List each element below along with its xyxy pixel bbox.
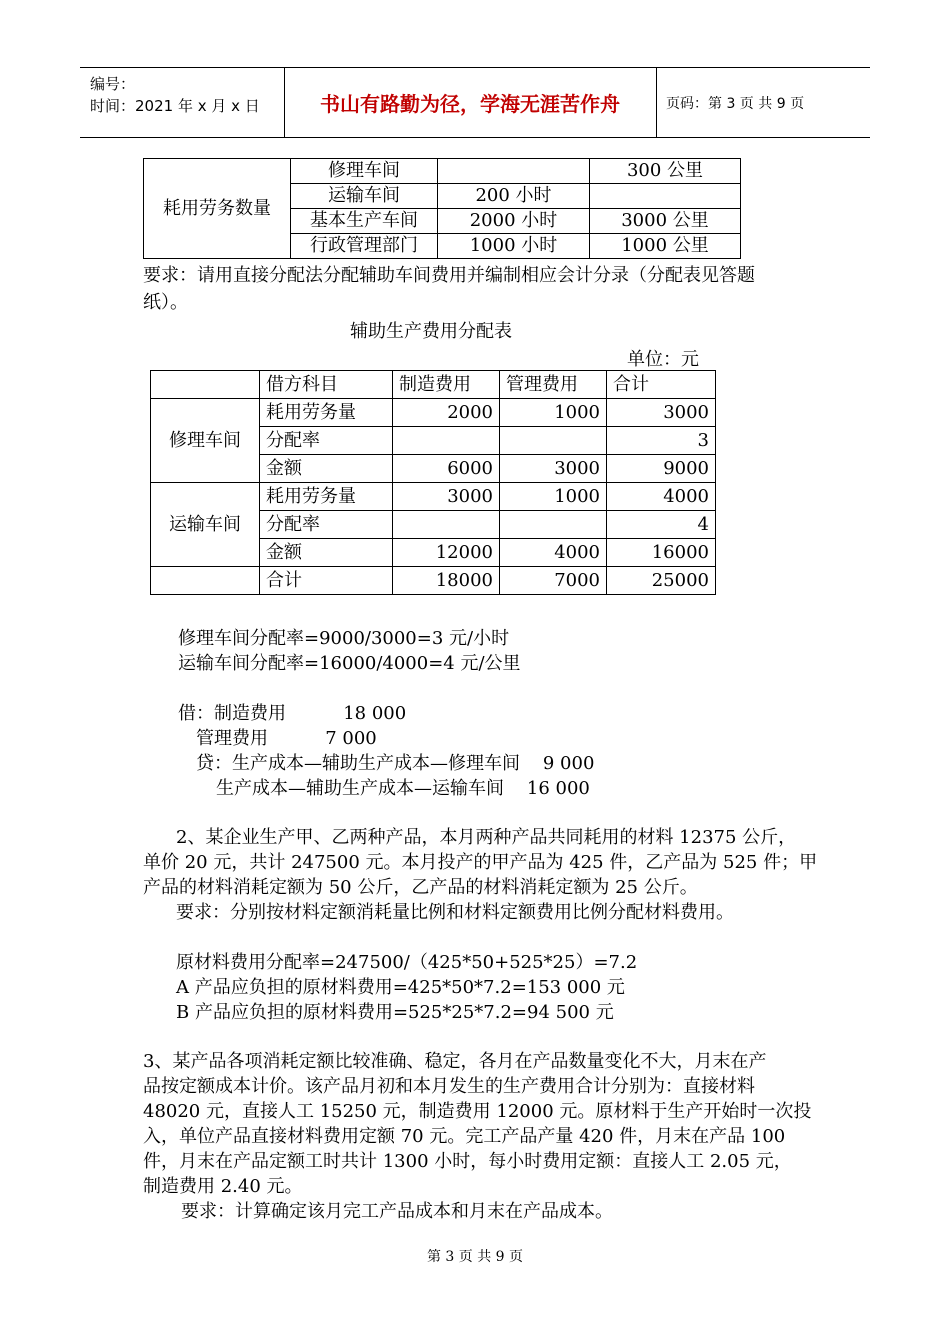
q3-line3: 48020 元，直接人工 15250 元，制造费用 12000 元。原材料于生产开始时一次投 bbox=[143, 1101, 812, 1122]
hours-cell: 1000 小时 bbox=[438, 234, 590, 259]
header-motto: 书山有路勤为径，学海无涯苦作舟 bbox=[320, 92, 620, 116]
page-header bbox=[80, 67, 870, 138]
transport-group-label: 运输车间 bbox=[151, 483, 260, 567]
value-cell: 3000 bbox=[393, 483, 500, 511]
dept-cell: 修理车间 bbox=[291, 159, 438, 184]
item-cell: 合计 bbox=[260, 567, 393, 595]
transport-rate: 运输车间分配率=16000/4000=4 元/公里 bbox=[178, 653, 521, 674]
km-cell: 300 公里 bbox=[590, 159, 741, 184]
value-cell: 1000 bbox=[500, 399, 607, 427]
entry-debit-1: 借：制造费用 18 000 bbox=[178, 703, 407, 724]
value-cell: 3 bbox=[607, 427, 716, 455]
q2-answer-2: A 产品应负担的原材料费用=425*50*7.2=153 000 元 bbox=[176, 977, 625, 998]
q2-line1: 2、某企业生产甲、乙两种产品，本月两种产品共同耗用的材料 12375 公斤， bbox=[176, 827, 797, 848]
column-header: 借方科目 bbox=[260, 371, 393, 399]
q3-line6: 制造费用 2.40 元。 bbox=[143, 1176, 303, 1197]
value-cell: 12000 bbox=[393, 539, 500, 567]
dept-cell: 基本生产车间 bbox=[291, 209, 438, 234]
value-cell: 4 bbox=[607, 511, 716, 539]
alloc-table-unit: 单位：元 bbox=[627, 349, 699, 370]
table-row bbox=[151, 483, 716, 511]
hours-cell: 200 小时 bbox=[438, 184, 590, 209]
value-cell: 3000 bbox=[500, 455, 607, 483]
q3-line4: 入，单位产品直接材料费用定额 70 元。完工产品产量 420 件，月末在产品 100 bbox=[143, 1126, 786, 1147]
value-cell: 3000 bbox=[607, 399, 716, 427]
value-cell: 6000 bbox=[393, 455, 500, 483]
value-cell bbox=[500, 511, 607, 539]
value-cell: 18000 bbox=[393, 567, 500, 595]
value-cell: 1000 bbox=[500, 483, 607, 511]
km-cell: 3000 公里 bbox=[590, 209, 741, 234]
value-cell: 4000 bbox=[500, 539, 607, 567]
value-cell bbox=[393, 427, 500, 455]
doc-number-label: 编号： bbox=[90, 75, 136, 93]
value-cell: 9000 bbox=[607, 455, 716, 483]
doc-date-label: 时间：2021 年 x 月 x 日 bbox=[90, 97, 260, 115]
value-cell: 4000 bbox=[607, 483, 716, 511]
hours-cell bbox=[438, 159, 590, 184]
q2-line2: 单价 20 元，共计 247500 元。本月投产的甲产品为 425 件，乙产品为 525 件；甲 bbox=[143, 852, 818, 873]
item-cell: 金额 bbox=[260, 539, 393, 567]
q3-line1: 3、某产品各项消耗定额比较准确、稳定，各月在产品数量变化不大，月末在产 bbox=[143, 1051, 767, 1072]
table-row bbox=[144, 159, 741, 184]
value-cell bbox=[393, 511, 500, 539]
repair-group-label: 修理车间 bbox=[151, 399, 260, 483]
value-cell: 2000 bbox=[393, 399, 500, 427]
q2-answer-1: 原材料费用分配率=247500/（425*50+525*25）=7.2 bbox=[176, 952, 638, 973]
entry-credit-1: 贷：生产成本—辅助生产成本—修理车间 9 000 bbox=[196, 753, 595, 774]
labor-table bbox=[143, 158, 741, 259]
q3-line5: 件，月末在产品定额工时共计 1300 小时，每小时费用定额：直接人工 2.05 元， bbox=[143, 1151, 792, 1172]
header-meta bbox=[90, 73, 260, 117]
q2-answer-3: B 产品应负担的原材料费用=525*25*7.2=94 500 元 bbox=[176, 1002, 614, 1023]
value-cell bbox=[500, 427, 607, 455]
requirement-1-line1: 要求：请用直接分配法分配辅助车间费用并编制相应会计分录（分配表见答题 bbox=[143, 265, 755, 286]
alloc-table-title: 辅助生产费用分配表 bbox=[350, 321, 512, 342]
item-cell: 分配率 bbox=[260, 427, 393, 455]
dept-cell: 行政管理部门 bbox=[291, 234, 438, 259]
value-cell: 7000 bbox=[500, 567, 607, 595]
empty-cell bbox=[151, 567, 260, 595]
dept-cell: 运输车间 bbox=[291, 184, 438, 209]
repair-rate: 修理车间分配率=9000/3000=3 元/小时 bbox=[178, 628, 510, 649]
item-cell: 耗用劳务量 bbox=[260, 399, 393, 427]
q3-requirement: 要求：计算确定该月完工产品成本和月末在产品成本。 bbox=[181, 1201, 613, 1222]
labor-group-label: 耗用劳务数量 bbox=[144, 159, 291, 259]
corner-cell bbox=[151, 371, 260, 399]
item-cell: 金额 bbox=[260, 455, 393, 483]
hours-cell: 2000 小时 bbox=[438, 209, 590, 234]
value-cell: 25000 bbox=[607, 567, 716, 595]
table-total-row bbox=[151, 567, 716, 595]
page-footer: 第 3 页 共 9 页 bbox=[426, 1249, 524, 1265]
value-cell: 16000 bbox=[607, 539, 716, 567]
entry-debit-2: 管理费用 7 000 bbox=[196, 728, 377, 749]
column-header: 合计 bbox=[607, 371, 716, 399]
q3-line2: 品按定额成本计价。该产品月初和本月发生的生产费用合计分别为：直接材料 bbox=[143, 1076, 755, 1097]
header-page-label: 页码：第 3 页 共 9 页 bbox=[666, 96, 805, 112]
header-divider bbox=[656, 68, 657, 137]
q2-requirement: 要求：分别按材料定额消耗量比例和材料定额费用比例分配材料费用。 bbox=[176, 902, 734, 923]
column-header: 管理费用 bbox=[500, 371, 607, 399]
entry-credit-2: 生产成本—辅助生产成本—运输车间 16 000 bbox=[216, 778, 590, 799]
requirement-1-line2: 纸）。 bbox=[143, 292, 188, 313]
table-header-row bbox=[151, 371, 716, 399]
km-cell bbox=[590, 184, 741, 209]
item-cell: 耗用劳务量 bbox=[260, 483, 393, 511]
item-cell: 分配率 bbox=[260, 511, 393, 539]
km-cell: 1000 公里 bbox=[590, 234, 741, 259]
q2-line3: 产品的材料消耗定额为 50 公斤，乙产品的材料消耗定额为 25 公斤。 bbox=[143, 877, 698, 898]
column-header: 制造费用 bbox=[393, 371, 500, 399]
table-row bbox=[151, 399, 716, 427]
allocation-table bbox=[150, 370, 716, 595]
